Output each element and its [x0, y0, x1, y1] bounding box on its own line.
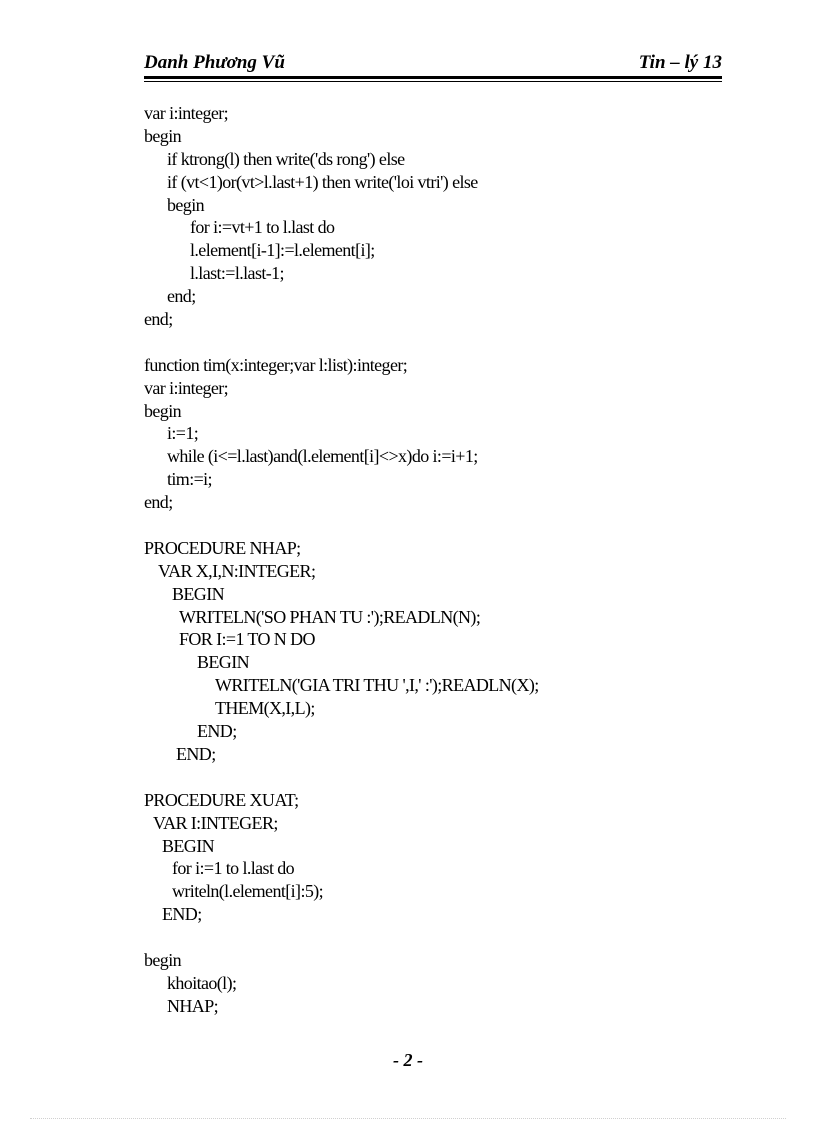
page-bottom-border	[30, 1118, 786, 1119]
code-line: function tim(x:integer;var l:list):integer;	[144, 354, 408, 375]
code-line: l.last:=l.last-1;	[190, 263, 284, 284]
code-line: BEGIN	[197, 652, 249, 673]
code-line: end;	[167, 286, 196, 307]
code-line: if ktrong(l) then write('ds rong') else	[167, 148, 405, 169]
code-line: var i:integer;	[144, 377, 229, 398]
page-header	[144, 52, 722, 76]
code-line: PROCEDURE NHAP;	[144, 537, 301, 558]
code-line: writeln(l.element[i]:5);	[172, 881, 324, 902]
code-line: BEGIN	[172, 583, 224, 604]
code-line: begin	[167, 194, 204, 215]
code-line: FOR I:=1 TO N DO	[179, 629, 315, 650]
code-line: tim:=i;	[167, 469, 212, 490]
code-line: WRITELN('GIA TRI THU ',I,' :');READLN(X);	[215, 675, 539, 696]
code-line: VAR I:INTEGER;	[153, 812, 278, 833]
code-line: NHAP;	[167, 995, 219, 1016]
header-rule-thick	[144, 76, 722, 79]
code-line: end;	[144, 309, 173, 330]
blank-line	[144, 766, 744, 789]
code-line: for i:=vt+1 to l.last do	[190, 217, 335, 238]
code-line: END;	[162, 904, 202, 925]
blank-line	[144, 331, 744, 354]
code-line: begin	[144, 949, 181, 970]
code-line: END;	[197, 721, 237, 742]
code-line: i:=1;	[167, 423, 199, 444]
code-line: end;	[144, 492, 173, 513]
header-subject: Tin – lý 13	[638, 52, 722, 73]
code-line: END;	[176, 743, 216, 764]
code-line: THEM(X,I,L);	[215, 698, 315, 719]
code-line: khoitao(l);	[167, 972, 237, 993]
code-line: while (i<=l.last)and(l.element[i]<>x)do i:=i+1;	[167, 446, 478, 467]
code-line: begin	[144, 400, 181, 421]
code-line: l.element[i-1]:=l.element[i];	[190, 240, 375, 261]
code-line: if (vt<1)or(vt>l.last+1) then write('loi vtri') else	[167, 171, 478, 192]
code-line: var i:integer;	[144, 103, 229, 123]
blank-line	[144, 514, 744, 537]
code-listing	[144, 102, 744, 1018]
header-author: Danh Phương Vũ	[144, 52, 285, 73]
code-line: BEGIN	[162, 835, 214, 856]
header-rule-thin	[144, 81, 722, 82]
code-line: begin	[144, 125, 181, 146]
code-line: WRITELN('SO PHAN TU :');READLN(N);	[179, 606, 481, 627]
blank-line	[144, 926, 744, 949]
code-line: for i:=1 to l.last do	[172, 858, 295, 879]
page-number: - 2 -	[393, 1050, 423, 1070]
code-line: PROCEDURE XUAT;	[144, 789, 299, 810]
code-line: VAR X,I,N:INTEGER;	[158, 560, 316, 581]
